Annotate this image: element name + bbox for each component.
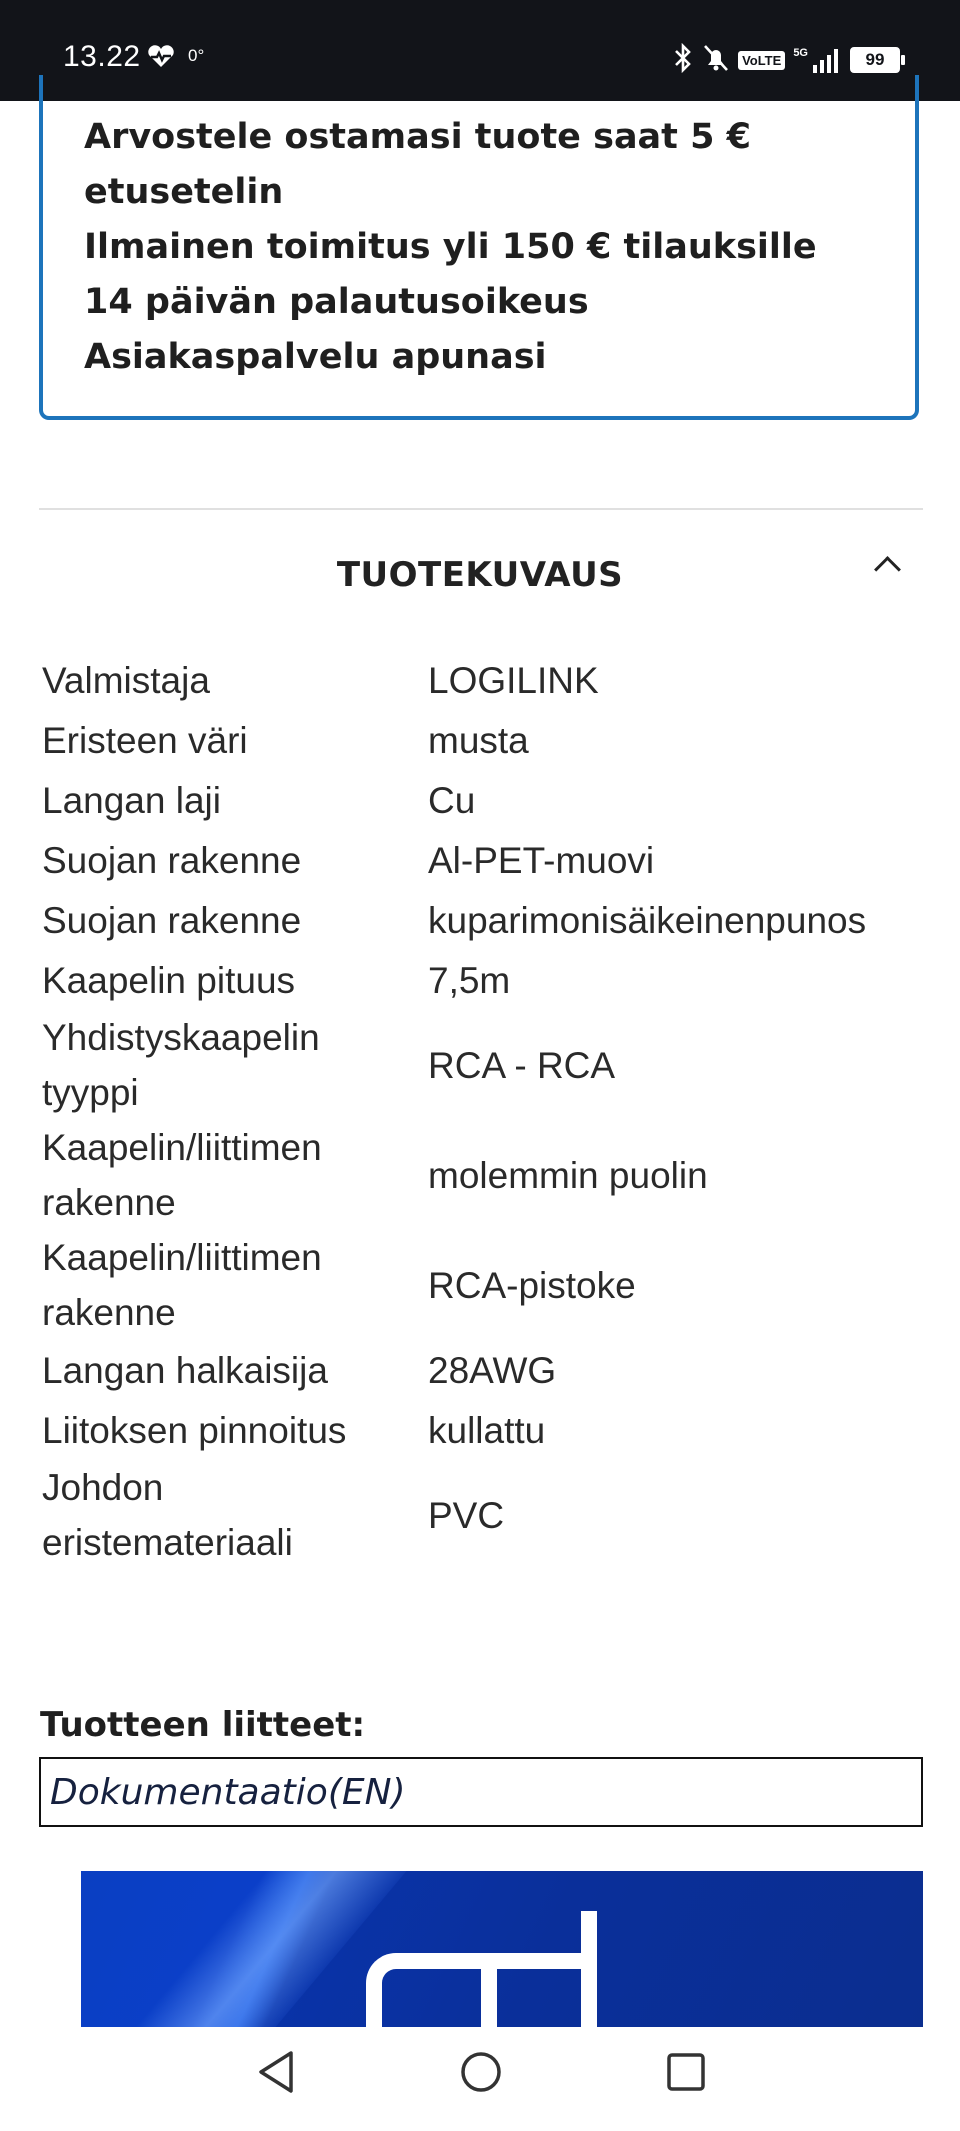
- table-row: [42, 830, 942, 890]
- spec-value: RCA - RCA: [428, 1044, 616, 1086]
- benefits-box: [39, 75, 919, 420]
- spec-key: Johdon eristemateriaali: [42, 1467, 293, 1563]
- spec-key: Langan laji: [42, 779, 221, 821]
- spec-value: 28AWG: [428, 1349, 557, 1391]
- spec-table: [42, 650, 942, 1570]
- spec-key: Yhdistyskaapelin tyyppi: [42, 1017, 320, 1113]
- benefit-item: 14 päivän palautusoikeus: [84, 282, 589, 322]
- benefits-list: [43, 75, 915, 385]
- spec-key: Langan halkaisija: [42, 1349, 328, 1391]
- table-row: [42, 890, 942, 950]
- spec-key: Suojan rakenne: [42, 839, 302, 881]
- spec-value: musta: [428, 719, 529, 761]
- table-row: [42, 1340, 942, 1400]
- spec-key: Kaapelin/liittimen rakenne: [42, 1127, 322, 1223]
- spec-value: Al-PET-muovi: [428, 839, 655, 881]
- volte-badge: VoLTE: [738, 51, 785, 70]
- table-row: [42, 1010, 942, 1120]
- back-icon[interactable]: [255, 2049, 299, 2099]
- system-nav-bar: [0, 2027, 960, 2131]
- table-row: [42, 710, 942, 770]
- spec-value: LOGILINK: [428, 659, 599, 701]
- table-row: [42, 1400, 942, 1460]
- documentation-link[interactable]: Dokumentaatio(EN): [50, 1771, 406, 1813]
- spec-value: Cu: [428, 779, 476, 821]
- spec-key: Liitoksen pinnoitus: [42, 1409, 347, 1451]
- spec-value: PVC: [428, 1494, 505, 1536]
- logo-icon: [366, 1953, 482, 2027]
- section-divider: [39, 508, 923, 510]
- spec-key: Suojan rakenne: [42, 899, 302, 941]
- spec-value: 7,5m: [428, 959, 511, 1001]
- benefit-item: Ilmainen toimitus yli 150 € tilauksille: [84, 227, 817, 267]
- attachment-link-box[interactable]: [39, 1757, 923, 1827]
- spec-key: Valmistaja: [42, 659, 210, 701]
- status-right-icons: [672, 40, 900, 80]
- spec-key: Eristeen väri: [42, 719, 248, 761]
- attachments-title: Tuotteen liitteet:: [40, 1705, 366, 1745]
- table-row: [42, 650, 942, 710]
- temperature-indicator: 0°: [188, 46, 205, 65]
- table-row: [42, 950, 942, 1010]
- spec-value: kullattu: [428, 1409, 546, 1451]
- table-row: [42, 770, 942, 830]
- table-row: [42, 1120, 942, 1230]
- logo-icon-bar: [581, 1911, 597, 2027]
- logo-icon-part: [481, 1953, 581, 2027]
- home-icon[interactable]: [459, 2049, 503, 2099]
- table-row: [42, 1230, 942, 1340]
- table-row: [42, 1460, 942, 1570]
- battery-indicator: 99: [850, 47, 900, 73]
- promo-banner[interactable]: [81, 1871, 923, 2027]
- spec-key: Kaapelin pituus: [42, 959, 296, 1001]
- status-time: 13.22: [63, 40, 141, 73]
- mute-icon: [702, 43, 730, 77]
- benefit-item: Asiakaspalvelu apunasi: [84, 337, 547, 377]
- network-type-label: 5G: [793, 47, 808, 59]
- spec-value: RCA-pistoke: [428, 1264, 636, 1306]
- description-section-title[interactable]: TUOTEKUVAUS: [336, 555, 624, 595]
- signal-icon: [793, 47, 842, 73]
- spec-value: kuparimonisäikeinenpunos: [428, 899, 867, 941]
- bluetooth-icon: [672, 43, 694, 77]
- spec-value: molemmin puolin: [428, 1154, 708, 1196]
- recent-apps-icon[interactable]: [664, 2049, 708, 2099]
- heart-health-icon: [146, 45, 176, 73]
- spec-key: Kaapelin/liittimen rakenne: [42, 1237, 322, 1333]
- benefit-item: Arvostele ostamasi tuote saat 5 € etusetelin: [84, 117, 751, 212]
